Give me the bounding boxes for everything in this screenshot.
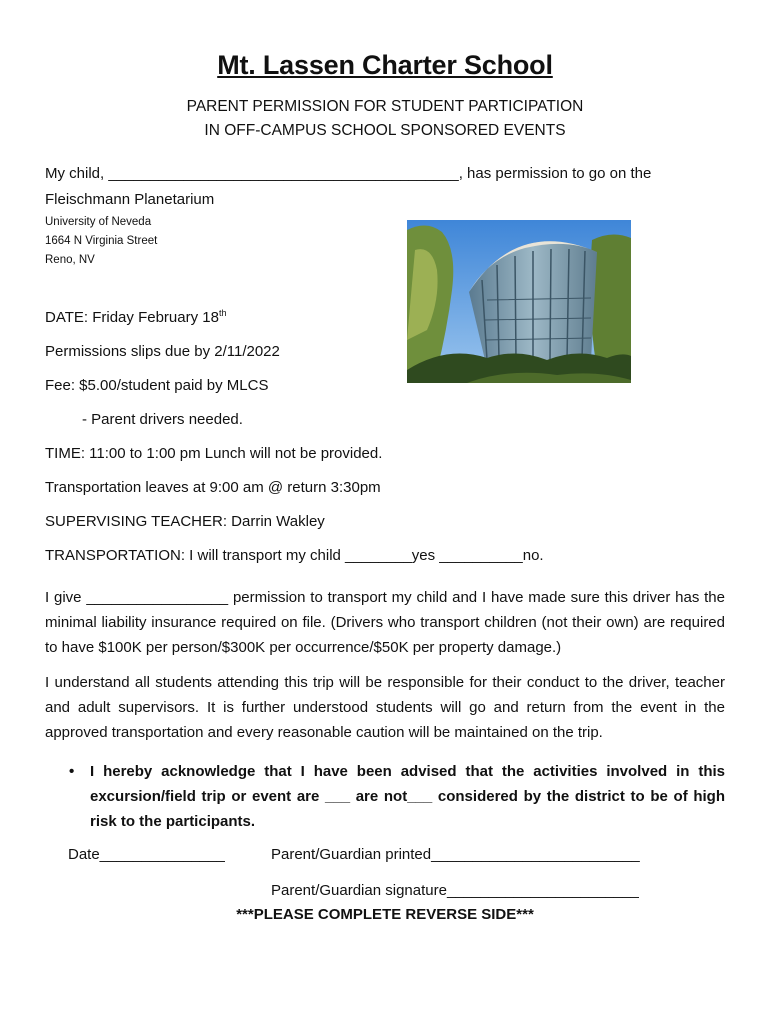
supervising-teacher: SUPERVISING TEACHER: Darrin Wakley (45, 513, 325, 530)
reverse-side-note: ***PLEASE COMPLETE REVERSE SIDE*** (236, 906, 534, 923)
transportation-choice: TRANSPORTATION: I will transport my child ________yes __________no. (45, 547, 544, 564)
form-subtitle-line2: IN OFF-CAMPUS SCHOOL SPONSORED EVENTS (204, 122, 566, 139)
signature-row-1 (45, 842, 725, 868)
school-title: Mt. Lassen Charter School (217, 50, 553, 80)
signature-field[interactable]: Parent/Guardian signature_______________________ (271, 882, 639, 899)
drivers-needed: - Parent drivers needed. (82, 411, 243, 428)
acknowledgement-item (45, 759, 725, 834)
form-subtitle-line1: PARENT PERMISSION FOR STUDENT PARTICIPATION (186, 98, 584, 115)
date-field[interactable]: Date_______________ (68, 846, 225, 863)
fee: Fee: $5.00/student paid by MLCS (45, 377, 269, 394)
understanding-paragraph: I understand all students attending this trip will be responsible for their conduct to the driver, teacher and adult supervisors. It is further understood students will go and return from the event in the approved transportation and every reasonable caution will be maintained on the trip. (45, 674, 725, 741)
event-date-text: DATE: Friday February 18 (45, 309, 219, 326)
destination-name: Fleischmann Planetarium (45, 191, 215, 208)
due-date: Permissions slips due by 2/11/2022 (45, 343, 280, 360)
planetarium-photo (407, 220, 631, 383)
address-line-3: Reno, NV (45, 254, 95, 266)
date-ordinal: th (218, 308, 227, 318)
event-time: TIME: 11:00 to 1:00 pm Lunch will not be provided. (45, 445, 383, 462)
acknowledgement-text: I hereby acknowledge that I have been advised that the activities involved in this excursion/field trip or event are ___ are not___ considered by the district to be of high risk to the participants. (90, 763, 725, 830)
signature-row-2 (45, 878, 725, 904)
address-line-1: University of Neveda (45, 216, 152, 228)
printed-name-field[interactable]: Parent/Guardian printed_________________________ (271, 846, 640, 863)
transportation-times: Transportation leaves at 9:00 am @ return 3:30pm (45, 479, 381, 496)
address-line-2: 1664 N Virginia Street (45, 235, 158, 247)
driver-permission-paragraph: I give _________________ permission to transport my child and I have made sure this driver has the minimal liability insurance required on file. (Drivers who transport children (not their own) are required to have $100K per person/$300K per occurrence/$50K per property damage.) (45, 589, 725, 656)
permission-form (45, 50, 725, 923)
child-permission-line: My child, __________________________________________, has permission to go on the (45, 165, 652, 182)
bullet-icon: • (69, 763, 75, 780)
